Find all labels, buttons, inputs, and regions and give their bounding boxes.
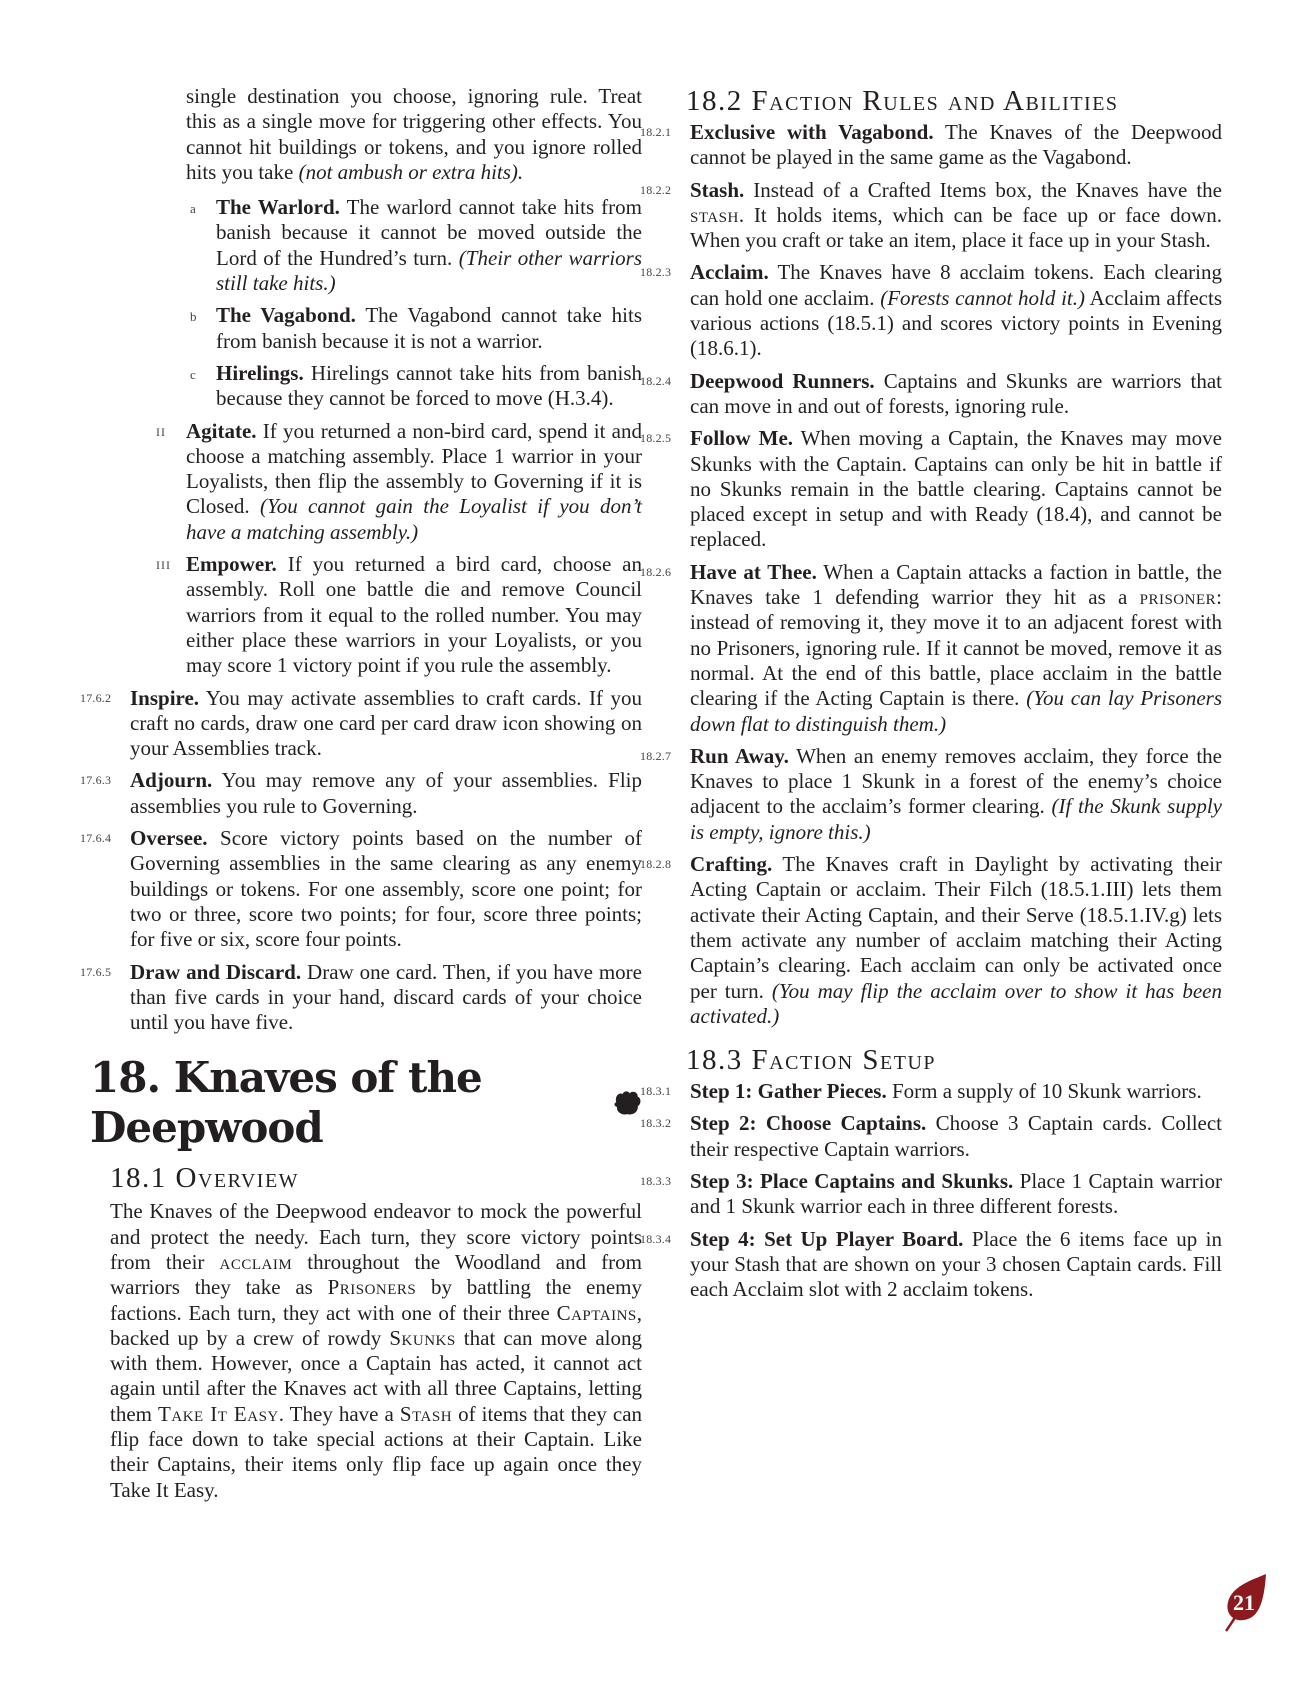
chapter-title xyxy=(90,1053,642,1153)
rule-number: 18.2.7 xyxy=(640,748,672,763)
rule-item-c xyxy=(186,361,642,412)
rule-18-2-3 xyxy=(640,260,1222,361)
rule-text: When an enemy removes acclaim, they force the Knaves to place 1 Skunk in a forest of the enemy’s choice adjacent to the acclaim’s former clearing. xyxy=(690,743,1223,819)
rule-18-3-1 xyxy=(640,1079,1222,1104)
rule-number: 18.2.3 xyxy=(640,265,672,280)
rule-title: Oversee. xyxy=(130,826,208,851)
rule-number: 17.6.5 xyxy=(80,964,112,979)
rule-17-6-2 xyxy=(80,686,642,762)
rule-title: Draw and Discard. xyxy=(130,959,302,984)
rule-text: You may remove any of your assemblies. Flip assemblies you rule to Governing. xyxy=(130,768,642,818)
rule-title: Have at Thee. xyxy=(690,559,817,584)
rule-text: Draw one card. Then, if you have more than five cards in your hand, discard cards of your choice until you have five. xyxy=(130,959,642,1035)
overview-heading-text: 18.1 Overview xyxy=(110,1162,300,1195)
page-number-badge xyxy=(1222,1572,1274,1632)
term-acclaim: acclaim xyxy=(219,1249,293,1274)
rule-text: Choose 3 Captain cards. Collect their respective Captain warriors. xyxy=(690,1111,1223,1161)
item-text: If you returned a non-bird card, spend it and choose a matching assembly. Place 1 warrior in your Loyalists, then flip the assembly to Governing if it is Closed. xyxy=(186,418,642,519)
rule-item-a xyxy=(186,195,642,296)
continued-paragraph xyxy=(110,84,642,185)
item-title: Hirelings. xyxy=(216,360,304,385)
rule-18-2-1 xyxy=(640,120,1222,171)
rule-18-2-2 xyxy=(640,178,1222,254)
rule-title: Stash. xyxy=(690,177,745,202)
term-stash: Stash xyxy=(399,1401,453,1426)
item-text: The warlord cannot take hits from banish because it cannot be moved outside the Lord of the Hundred’s turn. xyxy=(216,195,642,270)
term-captains: Captains xyxy=(556,1300,637,1325)
rule-18-2-7 xyxy=(640,744,1222,845)
rule-item-ii xyxy=(156,419,642,545)
rule-17-6-3 xyxy=(80,768,642,819)
term-take-it-easy: Take It Easy xyxy=(158,1401,279,1426)
item-text: If you returned a bird card, choose an assembly. Roll one battle die and remove Council warriors from it equal to the rolled number. You may either place these warriors in your Loyalists, or you may score 1 victory point if you rule the assembly. xyxy=(186,552,642,678)
overview-paragraph xyxy=(110,1199,642,1503)
rule-number: 18.3.3 xyxy=(640,1173,672,1188)
rule-18-3-3 xyxy=(640,1169,1222,1220)
item-title: The Warlord. xyxy=(216,195,340,220)
item-italic: (Their other warriors still take hits.) xyxy=(216,245,643,296)
rule-18-3-2 xyxy=(640,1111,1222,1162)
setup-heading-text: 18.3 Faction Setup xyxy=(686,1044,937,1077)
rule-italic: (Forests cannot hold it.) xyxy=(880,285,1085,310)
rule-number: 18.2.6 xyxy=(640,564,672,579)
rule-text: Score victory points based on the number of Governing assemblies in the same clearing as any enemy buildings or tokens. For one assembly, score one point; for two or three, score two points; for four, score three points; for five or six, score four points. xyxy=(130,826,643,952)
continued-text: single destination you choose, ignoring rule. Treat this as a single move for triggering other effects. You cannot hit buildings or tokens, and you ignore rolled hits you take xyxy=(186,84,642,184)
rule-number: 18.3.1 xyxy=(640,1084,672,1099)
rule-18-3-4 xyxy=(640,1227,1222,1303)
rule-number: 17.6.2 xyxy=(80,690,112,705)
rule-text: The Knaves craft in Daylight by activating their Acting Captain or acclaim. Their Filch (18.5.1.III) lets them activate their Acting Captain, and their Serve (18.5.1.IV.g) lets them activate any number of acclaim matching their Acting Captain’s clearing. Each acclaim can only be activated once per turn. xyxy=(690,852,1223,1003)
rule-title: Follow Me. xyxy=(690,426,794,451)
overview-text-3: by battling the enemy factions. Each turn, they act with one of their three xyxy=(110,1275,643,1325)
rule-italic: (You can lay Prisoners down flat to distinguish them.) xyxy=(690,686,1222,736)
rule-number: 18.3.4 xyxy=(640,1231,672,1246)
rule-title: Step 3: Place Captains and Skunks. xyxy=(690,1168,1014,1193)
knaves-faction-icon xyxy=(613,1086,642,1120)
rule-text: Form a supply of 10 Skunk warriors. xyxy=(891,1079,1202,1104)
rule-number: 18.2.8 xyxy=(640,857,672,872)
rule-18-2-8 xyxy=(640,852,1222,1029)
overview-text-5: that can move along with them. However, once a Captain has acted, it cannot act again until after the Knaves act with all three Captains, letting them xyxy=(110,1325,642,1426)
rule-title: Deepwood Runners. xyxy=(690,368,875,393)
overview-text-7: of items that they can flip face down to take special actions at their Captain. Like their Captains, their items only flip face up again once they Take It Easy. xyxy=(110,1401,643,1502)
rule-18-2-6 xyxy=(640,560,1222,737)
abilities-heading xyxy=(686,84,1222,118)
item-label: II xyxy=(156,424,166,439)
overview-heading xyxy=(110,1161,642,1195)
rule-17-6-5 xyxy=(80,960,642,1036)
left-column xyxy=(80,84,643,1503)
continued-italic: (not ambush or extra hits). xyxy=(298,159,524,184)
term-stash: stash xyxy=(690,202,739,227)
rule-number: 18.2.5 xyxy=(640,431,672,446)
rule-title: Crafting. xyxy=(690,852,773,877)
item-title: The Vagabond. xyxy=(216,303,356,328)
term-prisoner: prisoner xyxy=(1139,585,1217,610)
rule-17-6-4 xyxy=(80,826,642,952)
rule-text: The Knaves have 8 acclaim tokens. Each clearing can hold one acclaim. xyxy=(690,260,1222,310)
rule-item-b xyxy=(186,303,642,354)
page-number: 21 xyxy=(1233,1590,1255,1615)
overview-text-4: , backed up by a crew of rowdy xyxy=(110,1300,642,1350)
rule-title: Run Away. xyxy=(690,743,789,768)
rule-18-2-5 xyxy=(640,426,1222,552)
rule-number: 18.2.1 xyxy=(640,125,672,139)
item-text: The Vagabond cannot take hits from banish because it is not a warrior. xyxy=(216,303,643,353)
rule-text: The Knaves of the Deepwood cannot be played in the same game as the Vagabond. xyxy=(690,120,1223,170)
overview-text-2: throughout the Woodland and from warriors they take as xyxy=(110,1249,643,1300)
rule-item-iii xyxy=(156,552,642,678)
item-label: c xyxy=(190,366,196,382)
abilities-heading-text: 18.2 Faction Rules and Abilities xyxy=(686,85,1119,117)
chapter-title-text: 18. Knaves of the Deepwood xyxy=(90,1053,482,1153)
item-label: b xyxy=(190,309,197,325)
rule-italic: (You may flip the acclaim over to show it has been activated.) xyxy=(690,978,1222,1028)
rule-text: Captains and Skunks are warriors that can move in and out of forests, ignoring rule. xyxy=(690,368,1222,418)
item-label: a xyxy=(190,201,196,217)
term-skunks: Skunks xyxy=(389,1325,456,1350)
overview-text-1: The Knaves of the Deepwood endeavor to mock the powerful and protect the needy. Each turn, they score victory points from their xyxy=(110,1199,642,1274)
rule-text-2: : instead of removing it, they move it to an adjacent forest with no Prisoners, ignoring rule. If it cannot be moved, remove it as normal. At the end of this battle, place acclaim in the battle clearing if the Acting Captain is there. xyxy=(690,585,1222,711)
rule-text: Instead of a Crafted Items box, the Knaves have the xyxy=(753,177,1223,202)
rule-title: Adjourn. xyxy=(130,768,213,793)
right-column xyxy=(640,84,1223,1309)
rule-italic: (If the Skunk supply is empty, ignore this.) xyxy=(690,794,1222,844)
overview-text-6: . They have a xyxy=(278,1401,394,1426)
rule-text: When moving a Captain, the Knaves may move Skunks with the Captain. Captains can only be hit in battle if no Skunks remain in the battle clearing. Captains cannot be placed except in setup and with Ready (18.4), and cannot be replaced. xyxy=(690,426,1222,552)
rule-text: Place 1 Captain warrior and 1 Skunk warrior each in three different forests. xyxy=(690,1168,1223,1219)
term-prisoners: Prisoners xyxy=(327,1275,417,1300)
rule-title: Step 1: Gather Pieces. xyxy=(690,1079,887,1104)
rule-text-2: Acclaim affects various actions (18.5.1) and scores victory points in Evening (18.6.1). xyxy=(690,285,1222,361)
item-label: III xyxy=(156,558,171,573)
rule-title: Step 4: Set Up Player Board. xyxy=(690,1226,964,1251)
item-title: Agitate. xyxy=(186,418,257,443)
rule-number: 18.2.4 xyxy=(640,373,672,388)
rule-18-2-4 xyxy=(640,369,1222,420)
rule-text: You may activate assemblies to craft cards. If you craft no cards, draw one card per card draw icon showing on your Assemblies track. xyxy=(130,685,642,761)
rule-title: Step 2: Choose Captains. xyxy=(690,1111,927,1136)
item-text: Hirelings cannot take hits from banish because they cannot be forced to move (H.3.4). xyxy=(216,360,642,411)
rule-number: 17.6.3 xyxy=(80,773,112,788)
rule-title: Exclusive with Vagabond. xyxy=(690,120,934,144)
rule-text: Place the 6 items face up in your Stash that are shown on your 3 chosen Captain cards. Fill each Acclaim slot with 2 acclaim tokens. xyxy=(690,1226,1223,1302)
rule-number: 17.6.4 xyxy=(80,831,112,846)
item-italic: (You cannot gain the Loyalist if you don’t have a matching assembly.) xyxy=(186,494,642,544)
item-title: Empower. xyxy=(186,552,277,577)
rule-text-2: . It holds items, which can be face up or face down. When you craft or take an item, place it face up in your Stash. xyxy=(690,202,1222,253)
rule-title: Inspire. xyxy=(130,685,200,710)
rule-title: Acclaim. xyxy=(690,260,769,285)
setup-heading xyxy=(686,1043,1222,1077)
rule-text: When a Captain attacks a faction in battle, the Knaves take 1 defending warrior they hit as a xyxy=(690,559,1222,610)
rule-number: 18.3.2 xyxy=(640,1116,672,1131)
rule-number: 18.2.2 xyxy=(640,182,672,197)
